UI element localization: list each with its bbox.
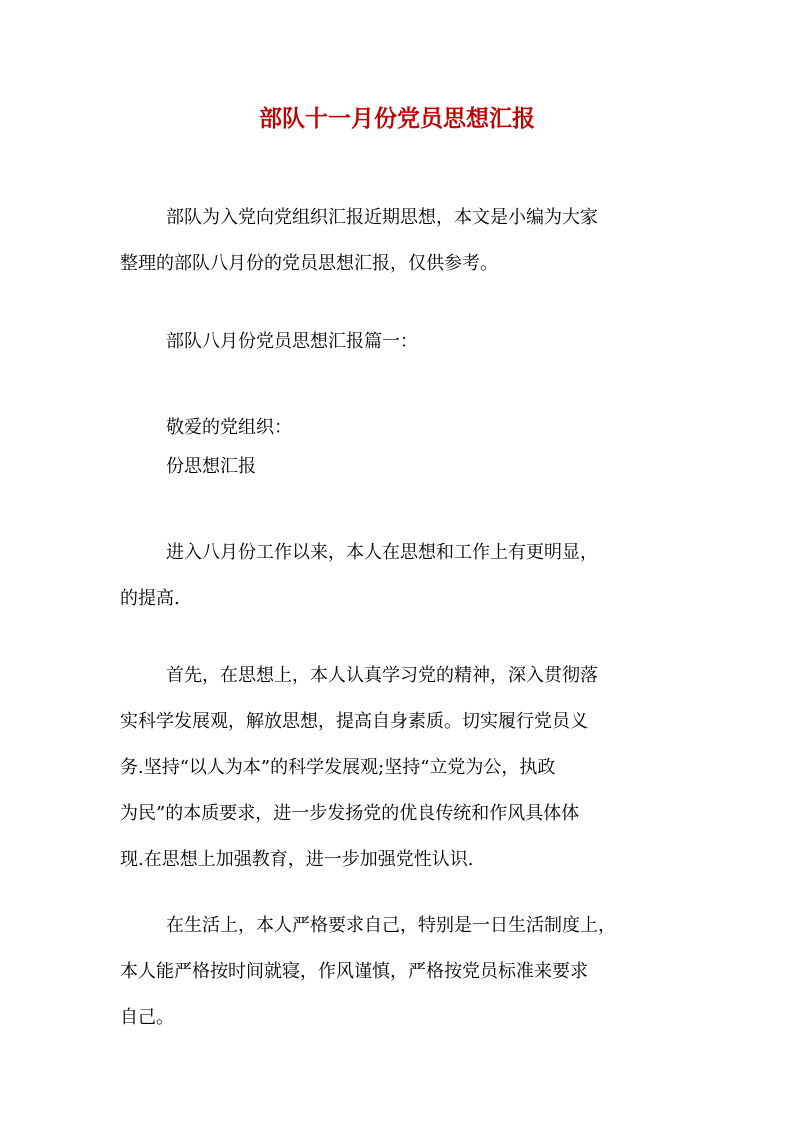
intro-paragraph (120, 195, 692, 287)
document-title: 部队十一月份党员思想汇报 (259, 105, 535, 132)
salutation: 敬爱的党组织： (166, 417, 292, 438)
paragraph-2-line-5: 现.在思想上加强教育，进一步加强党性认识. (120, 849, 474, 870)
paragraph-3 (120, 903, 692, 1041)
paragraph-2-line-1: 首先，在思想上，本人认真学习党的精神，深入贯彻落 (166, 665, 598, 686)
paragraph-2-line-3: 务.坚持“以人为本”的科学发展观;坚持“立党为公，执政 (120, 757, 556, 778)
paragraph-1 (120, 530, 692, 622)
section-heading: 部队八月份党员思想汇报篇一： (166, 331, 418, 352)
paragraph-2 (120, 653, 692, 883)
paragraph-2-line-2: 实科学发展观，解放思想，提高自身素质。切实履行党员义 (120, 711, 588, 732)
paragraph-3-line-3: 自己。 (120, 1007, 174, 1028)
paragraph-2-line-4: 为民”的本质要求，进一步发扬党的优良传统和作风具体体 (120, 803, 580, 824)
paragraph-1-line-1: 进入八月份工作以来，本人在思想和工作上有更明显， (166, 542, 598, 563)
paragraph-3-line-1: 在生活上，本人严格要求自己，特别是一日生活制度上， (166, 915, 616, 936)
report-subject: 份思想汇报 (166, 456, 256, 477)
paragraph-1-line-2: 的提高. (120, 588, 180, 609)
paragraph-3-line-2: 本人能严格按时间就寝，作风谨慎，严格按党员标准来要求 (120, 961, 588, 982)
intro-line-2: 整理的部队八月份的党员思想汇报，仅供参考。 (120, 253, 498, 274)
intro-line-1: 部队为入党向党组织汇报近期思想，本文是小编为大家 (166, 207, 598, 228)
